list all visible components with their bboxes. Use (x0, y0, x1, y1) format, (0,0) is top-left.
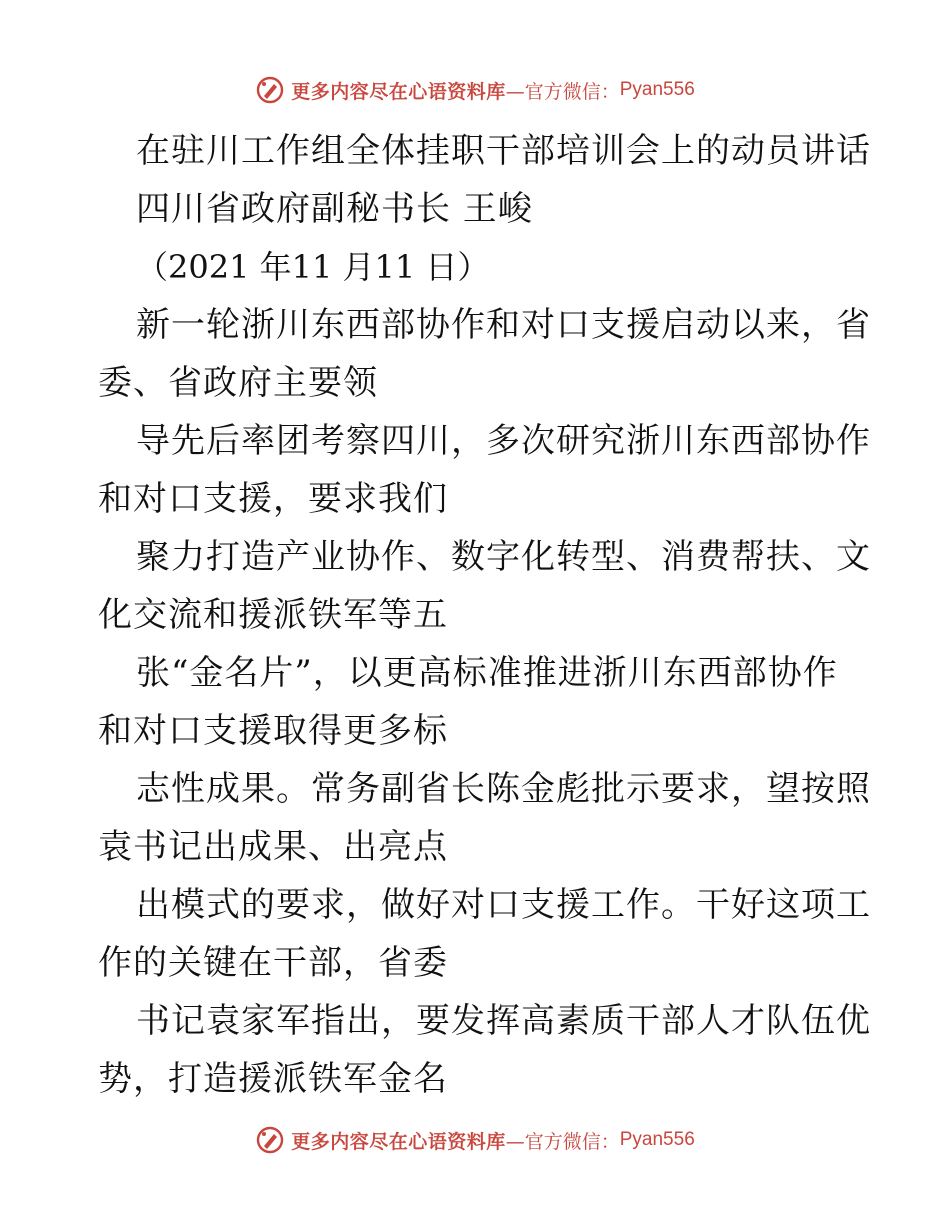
paragraph-line: 袁书记出成果、出亮点 (98, 827, 448, 867)
watermark-header (0, 70, 950, 110)
paragraph-line: 势，打造援派铁军金名 (98, 1059, 448, 1099)
watermark-account: Pyan556 (619, 1129, 695, 1150)
paragraph-line: 委、省政府主要领 (98, 363, 378, 403)
document-date: （2021 年11 月11 日） (136, 248, 490, 286)
watermark-account: Pyan556 (619, 79, 695, 100)
paragraph-line: 张“金名片”，以更高标准推进浙川东西部协作 (136, 653, 838, 693)
paragraph-line: 导先后率团考察四川，多次研究浙川东西部协作 (136, 421, 871, 461)
watermark-text: 更多内容尽在心语资料库 (291, 80, 506, 103)
paragraph-line: 聚力打造产业协作、数字化转型、消费帮扶、文 (136, 537, 871, 577)
watermark-separator: —官方微信： (505, 80, 620, 103)
paragraph-line: 化交流和援派铁军等五 (98, 595, 448, 635)
watermark-separator: —官方微信： (505, 1130, 620, 1153)
watermark-text: 更多内容尽在心语资料库 (291, 1130, 506, 1153)
document-author: 四川省政府副秘书长 王峻 (136, 189, 533, 229)
paragraph-line: 出模式的要求，做好对口支援工作。干好这项工 (136, 885, 871, 925)
paragraph-line: 和对口支援取得更多标 (98, 711, 448, 751)
pen-logo-icon (255, 1125, 285, 1155)
paragraph-line: 新一轮浙川东西部协作和对口支援启动以来，省 (136, 305, 871, 345)
paragraph-line: 和对口支援，要求我们 (98, 479, 448, 519)
paragraph-line: 志性成果。常务副省长陈金彪批示要求，望按照 (136, 769, 871, 809)
paragraph-line: 作的关键在干部，省委 (98, 943, 448, 983)
watermark-footer (0, 1120, 950, 1160)
document-title: 在驻川工作组全体挂职干部培训会上的动员讲话 (136, 131, 871, 171)
paragraph-line: 书记袁家军指出，要发挥高素质干部人才队伍优 (136, 1001, 871, 1041)
pen-logo-icon (255, 75, 285, 105)
document-body (98, 122, 871, 1108)
